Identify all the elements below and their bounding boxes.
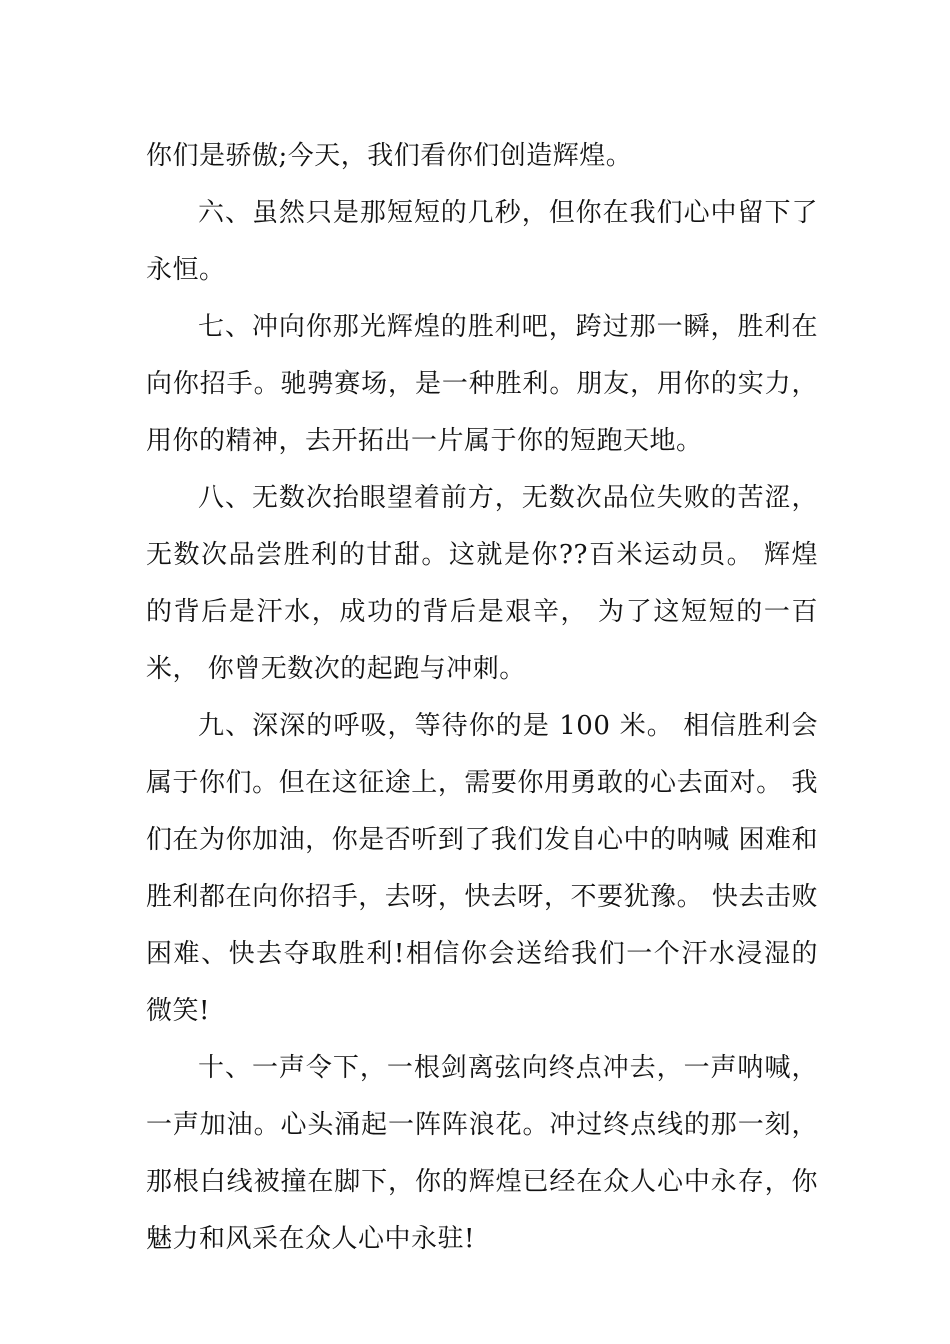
paragraph-7: 七、冲向你那光辉煌的胜利吧，跨过那一瞬，胜利在向你招手。驰骋赛场，是一种胜利。朋友，用你的实力，用你的精神，去开拓出一片属于你的短跑天地。 <box>146 312 818 456</box>
paragraph-continuation: 你们是骄傲;今天，我们看你们创造辉煌。 <box>146 141 633 171</box>
paragraph-8: 八、无数次抬眼望着前方，无数次品位失败的苦涩， 无数次品尝胜利的甘甜。这就是你??百米运动员。 辉煌的背后是汗水，成功的背后是艰辛， 为了这短短的一百米， 你曾无数次的起跑与冲刺。 <box>146 483 818 684</box>
body-text <box>146 128 818 1268</box>
paragraph-6: 六、虽然只是那短短的几秒，但你在我们心中留下了永恒。 <box>146 198 818 285</box>
paragraph-10: 十、一声令下，一根剑离弦向终点冲去，一声呐喊，一声加油。心头涌起一阵阵浪花。冲过终点线的那一刻，那根白线被撞在脚下，你的辉煌已经在众人心中永存，你魅力和风采在众人心中永驻! <box>146 1053 818 1254</box>
paragraph-9: 九、深深的呼吸，等待你的是 100 米。 相信胜利会属于你们。但在这征途上，需要你用勇敢的心去面对。 我们在为你加油，你是否听到了我们发自心中的呐喊 困难和胜利都在向你招手，去呀，快去呀，不要犹豫。 快去击败困难、快去夺取胜利!相信你会送给我们一个汗水浸湿的微笑! <box>146 711 818 1026</box>
